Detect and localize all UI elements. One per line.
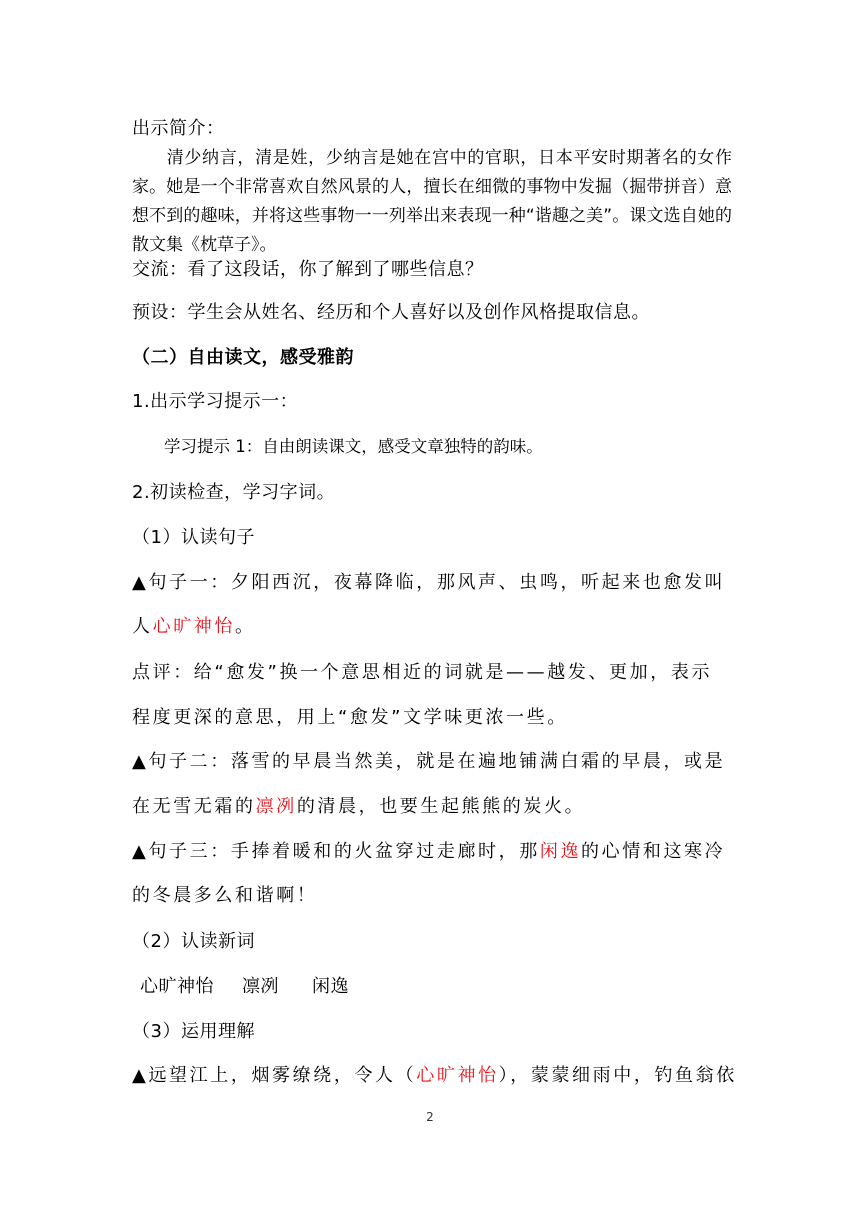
intro-text: 清少纳言，清是姓，少纳言是她在宫中的官职，日本平安时期著名的女作家。她是一个非常喜欢自然风景的人，擅长在细微的事物中发掘（掘带拼音）意想不到的趣味，并将这些事物一一列举出来表现一种“谐趣之美”。课文选自她的散文集《枕草子》。 (132, 148, 732, 255)
learning-tip-1: 学习提示 1：自由朗读课文，感受文章独特的韵味。 (164, 437, 543, 456)
text-run: ），蒙蒙细雨中，钓鱼翁依 (498, 1065, 737, 1086)
apply-sentence (132, 1061, 737, 1087)
text-run: ▲句子三：手捧着暖和的火盆穿过走廊时，那 (132, 841, 540, 862)
sentence-2-line-2 (132, 792, 585, 818)
exchange-line: 交流：看了这段话，你了解到了哪些信息？ (132, 259, 484, 280)
page-number: 2 (426, 1110, 434, 1124)
highlight-word: 闲逸 (539, 841, 582, 862)
comment-line-1: 点评：给“愈发”换一个意思相近的词就是——越发、更加，表示 (132, 662, 713, 683)
sentence-2-line-1: ▲句子二：落雪的早晨当然美，就是在遍地铺满白霜的早晨，或是 (132, 751, 726, 772)
new-word: 闲逸 (312, 976, 349, 997)
subheading-read-sentences: （1）认读句子 (132, 527, 255, 548)
text-run: 的心情和这寒冷 (581, 841, 726, 862)
sentence-1-line-1: ▲句子一：夕阳西沉，夜幕降临，那风声、虫鸣，听起来也愈发叫 (132, 572, 726, 593)
subheading-apply: （3）运用理解 (132, 1021, 255, 1042)
step-2: 2.初读检查，学习字词。 (132, 482, 336, 503)
subheading-new-words: （2）认读新词 (132, 931, 255, 952)
sentence-1-line-2 (132, 612, 256, 638)
step-1: 1.出示学习提示一： (132, 391, 299, 412)
text-run: ▲远望江上，烟雾缭绕，令人（ (132, 1065, 417, 1086)
new-word: 心旷神怡 (140, 976, 214, 997)
preset-line: 预设：学生会从姓名、经历和个人喜好以及创作风格提取信息。 (132, 302, 650, 323)
text-run: 的清晨，也要生起熊熊的炭火。 (296, 796, 586, 817)
section-heading: （二）自由读文，感受雅韵 (132, 347, 354, 368)
text-run: 。 (235, 616, 256, 637)
text-run: 人 (132, 616, 153, 637)
sentence-3-line-2: 的冬晨多么和谐啊！ (132, 885, 318, 906)
highlight-word: 心旷神怡 (416, 1065, 499, 1086)
new-words-list (140, 972, 349, 998)
comment-line-2: 程度更深的意思，用上“愈发”文学味更浓一些。 (132, 707, 568, 728)
highlight-word: 凛冽 (255, 796, 297, 817)
text-run: 在无雪无霜的 (132, 796, 256, 817)
intro-paragraph (132, 144, 732, 260)
intro-label: 出示简介： (132, 118, 225, 139)
sentence-3-line-1 (132, 837, 725, 863)
highlight-word: 心旷神怡 (152, 616, 236, 637)
new-word: 凛冽 (242, 976, 279, 997)
